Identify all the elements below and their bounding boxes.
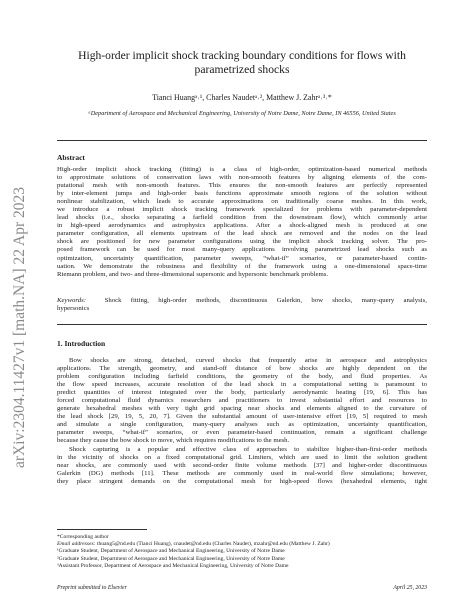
section-heading: 1. Introduction: [57, 339, 106, 348]
abstract-line-1: High-order implicit shock tracking (fitting) is a class of high-order, optimization-based numerical methods: [57, 166, 427, 173]
abstract-line-12: optimization, uncertainty quantification, parameter sweeps, “what-if” scenarios, or parameter-based contin-: [57, 254, 427, 262]
keywords-line-2: hypersonics: [57, 305, 90, 313]
footnote-2: ²Graduate Student, Department of Aerospace and Mechanical Engineering, University of Notre Dame: [57, 555, 285, 562]
intro-p2-line-3: near shocks, are commonly used with second-order finite volume methods [37] and higher-order discontinuous: [57, 461, 427, 469]
intro-p1-line-5: predict quantities of interest integrated over the body, particularly aerodynamic heating [19, 6]. This has: [57, 389, 427, 397]
intro-p2-line-4: Galerkin (DG) methods [11]. These methods are commonly used in real-world flow simulations; however,: [57, 469, 427, 477]
abstract-bottom-rule: [57, 324, 427, 325]
abstract-line-2: to approximate solutions of conservation laws with non-smooth features by aligning elements of the com-: [57, 174, 427, 182]
footer-left: Preprint submitted to Elsevier: [57, 585, 127, 591]
abstract-line-10: shock are positioned for new parameter configurations using the implicit shock tracking solver. The pro-: [57, 238, 427, 246]
intro-p1-line-7: generate hexahedral meshes with very tight grid spacing near shocks and elements aligned to the curvature of: [57, 405, 427, 413]
intro-p1-line-3: problem configuration including farfield conditions, the geometry of the body, and fluid properties. As: [57, 373, 427, 381]
intro-p1-line-9: and simulate a single configuration, many-query analyses such as optimization, uncertainty quantification,: [57, 421, 427, 429]
keywords: [57, 297, 427, 313]
intro-p2-line-2: in the vicinity of shocks on a fixed computational grid. Limiters, which are used to limit the solution gradient: [57, 453, 427, 461]
abstract-line-3: putational mesh with non-smooth features. This ensures the non-smooth features are perfectly represented: [57, 182, 427, 190]
abstract-body: [57, 166, 427, 279]
abstract-line-7: lead shocks (i.e., shocks separating a farfield condition from the downstream flow), which commonly arise: [57, 214, 427, 222]
abstract-top-rule: [57, 140, 427, 141]
abstract-line-6: we introduce a robust implicit shock tracking framework specialized for problems with parameter-dependent: [57, 206, 427, 214]
footnote-emails-text: thuang5@nd.edu (Tianci Huang), cnaudet@nd.edu (Charles Naudet), mzahr@nd.edu (Matthew J. Zahr): [96, 541, 330, 548]
abstract-line-11: posed framework can be used for most many-query applications involving parametrized lead shocks such as: [57, 246, 427, 254]
intro-p1-line-11: because they cause the bow shock to move, which requires modifications to the mesh.: [57, 437, 290, 445]
paper-title: [57, 49, 427, 77]
footnote-corresponding: *Corresponding author: [57, 534, 109, 540]
intro-paragraph-2: [57, 446, 427, 486]
intro-p2-line-5: they place stringent demands on the computational mesh for high-speed flows (hexahedral elements, tight: [57, 477, 427, 485]
title-line-1: High-order implicit shock tracking boundary conditions for flows with: [78, 49, 406, 62]
footnotes: [57, 534, 427, 570]
keywords-line-1: Shock fitting, high-order methods, discontinuous Galerkin, bow shocks, many-query analysis,: [104, 297, 427, 304]
affiliation: ᵃDepartment of Aerospace and Mechanical Engineering, University of Notre Dame, Notre Dame, IN 46556, United States: [88, 110, 396, 117]
page-footer: [57, 585, 427, 591]
abstract-line-13: uation. We demonstrate the robustness and flexibility of the framework using a one-dimensional space-time: [57, 262, 427, 270]
title-line-2: parametrized shocks: [194, 63, 290, 76]
authors: Tianci Huangᵃ˒¹, Charles Naudetᵃ˒², Matthew J. Zahrᵃ˒³˒*: [152, 93, 332, 102]
intro-p2-line-1: Shock capturing is a popular and effective class of approaches to stabilize higher-than-first-order methods: [69, 445, 427, 453]
intro-p1-line-8: the lead shock [29, 19, 5, 20, 7]. Given the substantial amount of user-intensive effort [19, 5] required to mesh: [57, 413, 427, 421]
abstract-line-9: parameter configuration, all elements upstream of the lead shock are removed and the nodes on the lead: [57, 230, 427, 238]
intro-paragraph-1: [57, 357, 427, 446]
keywords-label: Keywords:: [57, 297, 86, 304]
abstract-line-14: Riemann problem, and two- and three-dimensional supersonic and hypersonic benchmark problems.: [57, 270, 329, 278]
footnote-rule: [57, 529, 147, 530]
footnote-emails-label: Email addresses:: [57, 541, 96, 548]
abstract-line-4: by inter-element jumps and high-order basis functions approximate smooth regions of the solution without: [57, 190, 427, 198]
abstract-line-8: in high-speed aerodynamics and astrophysics applications. After a shock-aligned mesh is produced at one: [57, 222, 427, 230]
intro-p1-line-4: the flow speed increases, accurate resolution of the lead shock in a computational setting is paramount to: [57, 381, 427, 389]
arxiv-stamp-text: arXiv:2304.11427v1 [math.NA] 22 Apr 2023: [11, 187, 28, 468]
abstract-heading: Abstract: [57, 153, 85, 162]
footnote-1: ¹Graduate Student, Department of Aerospace and Mechanical Engineering, University of Notre Dame: [57, 548, 285, 555]
intro-p1-line-10: parameter sweeps, “what-if” scenarios, or even parameter-based continuation, remain a significant challenge: [57, 429, 427, 437]
intro-p1-line-6: forced computational fluid dynamics researchers and practitioners to invest substantial effort and resources to: [57, 397, 427, 405]
footnote-3: ³Assistant Professor, Department of Aerospace and Mechanical Engineering, University of Notre Dame: [57, 562, 289, 569]
arxiv-stamp: [6, 130, 30, 470]
intro-p1-line-1: Bow shocks are strong, detached, curved shocks that frequently arise in aerospace and astrophysics: [69, 357, 427, 364]
footer-right: April 25, 2023: [393, 585, 427, 591]
abstract-line-5: nonlinear stabilization, which leads to accurate approximations on traditionally coarse meshes. In this work,: [57, 198, 427, 206]
introduction-body: [57, 357, 427, 486]
intro-p1-line-2: applications. The strength, geometry, and stand-off distance of bow shocks are highly dependent on the: [57, 365, 427, 373]
